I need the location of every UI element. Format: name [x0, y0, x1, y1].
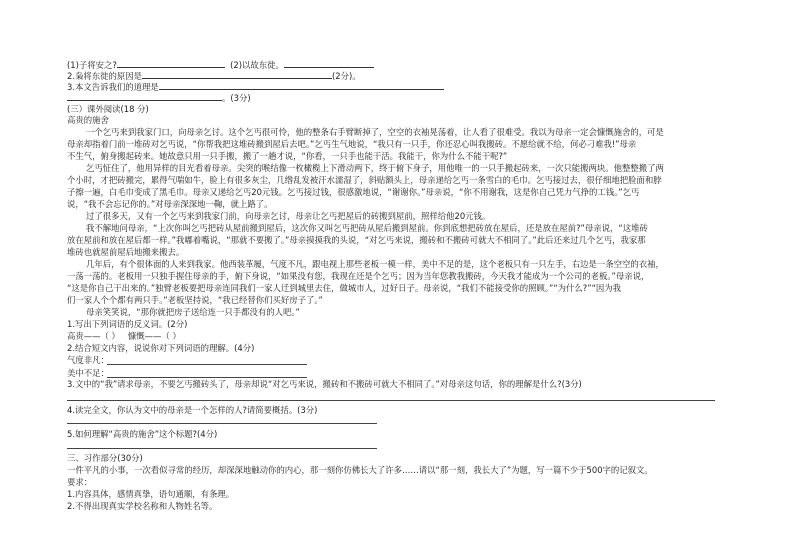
- passage-line: 堆砖也就屋前屋后地搬来搬去。: [67, 247, 185, 257]
- answer-line: [107, 364, 307, 365]
- answer-blank: [159, 80, 444, 90]
- writing-requirement: 1.内容具体，感情真挚，语句通顺，有条理。: [67, 489, 235, 499]
- reading-question-2-item-1: 气度非凡：: [67, 355, 109, 365]
- reading-question-2-item-2: 美中不足：: [67, 368, 109, 378]
- section-heading: (三）课外阅读(18 分): [67, 104, 149, 114]
- answer-blank: [284, 58, 374, 68]
- q1a-text: (1)子将安之?: [67, 60, 117, 70]
- passage-line: 子擦一遍，白毛巾变成了黑毛巾。母亲又递给乞丐20元钱。乞丐接过钱，很感激地说，“谢谢你。”母亲说，“你不用谢我，这是你自己凭力气挣的工钱。”乞丐: [67, 187, 640, 197]
- writing-requirement: 2.不得出现真实学校名称和人物姓名等。: [67, 501, 218, 511]
- q1b-text: (2)以故东徙。: [230, 60, 284, 70]
- answer-line: [67, 400, 715, 401]
- reading-question-2: 2.结合短文内容，说说你对下列词语的理解。(4分): [67, 343, 255, 353]
- q2-score: (2分)。: [332, 71, 361, 81]
- passage-line: “这是你自己干出来的。”独臂老板要把母亲连同我们一家人迁到城里去住，做城市人，过好日子。母亲说，“我们不能接受你的照顾。”“为什么?”“因为我: [67, 283, 622, 293]
- antonym-item: 高贵——（ ）: [67, 331, 120, 341]
- passage-line: 过了很多天，又有一个乞丐来到我家门前，向母亲乞讨，母亲让乞丐把屋后的砖搬到屋前，照样给他20元钱。: [86, 211, 491, 221]
- passage-line: 母亲却指着门前一堆砖对乞丐说，“你帮我把这堆砖搬到屋后去吧。”乞丐生气地说，“我只有一只手，你还忍心叫我搬砖。不愿给就不给，何必刁难我!”母亲: [67, 139, 637, 149]
- reading-question-3: 3.文中的“我”请求母亲，不要乞丐搬砖头了，母亲却说“对乞丐来说，搬砖和不搬砖可就大不相同了。”对母亲这句话，你的理解是什么?(3分): [67, 379, 582, 389]
- passage-line: 几年后，有个很体面的人来到我家。他西装革履，气度不凡，跟电视上那些老板一模一样，美中不足的是，这个老板只有一只左手，右边是一条空空的衣袖，: [86, 259, 664, 269]
- reading-question-5: 5.如何理解“高贵的施舍”这个标题?(4分): [67, 429, 218, 439]
- reading-question-4: 4.读完全文，你认为文中的母亲是一个怎样的人?请简要概括。(3分): [67, 405, 318, 415]
- passage-line: 一荡一荡的。老板用一只独手握住母亲的手，俯下身说，“如果没有您，我现在还是个乞丐；因为当年您教我搬砖，今天我才能成为一个公司的老板。”母亲说，: [67, 271, 650, 281]
- writing-heading: 三、习作部分(30分): [67, 453, 143, 463]
- writing-prompt: 一件平凡的小事，一次看似寻常的经历，却深深地触动你的内心，那一刻你仿佛长大了许多……请以“那一刻，我长大了”为题，写一篇不少于500字的记叙文。: [67, 465, 653, 475]
- q3-score: 。(3分): [222, 93, 251, 103]
- passage-title: 高贵的施舍: [67, 115, 109, 125]
- passage-line: 我不解地问母亲，“上次你叫乞丐把砖从屋前搬到屋后，这次你又叫乞丐把砖从屋后搬到屋前。你到底想把砖放在屋后，还是放在屋前?”母亲说，“这堆砖: [86, 223, 648, 233]
- answer-blank: [142, 69, 332, 79]
- passage-line: 放在屋前和放在屋后都一样。”我嘟着嘴说，“那就不要搬了。”母亲摸摸我的头说，“对乞丐来说，搬砖和不搬砖可就大不相同了。”此后还来过几个乞丐，我家那: [67, 235, 646, 245]
- reading-question-1: 1.写出下列词语的反义词。(2分): [67, 319, 188, 329]
- passage-line: 不生气，俯身搬起砖来。她故意只用一只手搬，搬了一趟才说，“你看，一只手也能干活。我能干，你为什么不能干呢?”: [67, 151, 508, 161]
- reading-question-1-items: [67, 330, 181, 342]
- answer-line: [67, 448, 377, 449]
- passage-line: 母亲笑笑说，“那你就把房子送给连一只手都没有的人吧。”: [86, 307, 300, 317]
- passage-line: 乞丐怔住了，他用异样的目光看着母亲。尖突的喉结像一枚橄榄上下滑动两下，终于俯下身子，用他唯一的一只手搬起砖来，一次只能搬两块。他整整搬了两: [86, 163, 664, 173]
- antonym-item: 慷慨——（ ）: [127, 331, 181, 341]
- answer-line: [67, 423, 377, 424]
- passage-line: 个小时，才把砖搬完，累得气喘如牛，脸上有很多灰尘，几绺乱发被汗水濡湿了，斜贴额头上，母亲递给乞丐一条雪白的毛巾。乞丐接过去，很仔细地把脸面和脖: [67, 175, 662, 185]
- passage-line: 一个乞丐来到我家门口，向母亲乞讨。这个乞丐很可怜，他的整条右手臂断掉了，空空的衣袖晃荡着，让人看了很难受。我以为母亲一定会慷慨施舍的，可是: [86, 127, 664, 137]
- answer-blank: [117, 58, 225, 68]
- answer-blank: [67, 91, 222, 101]
- q3-text: 3.本文告诉我们的道理是: [67, 82, 159, 92]
- passage-line: 说，“我不会忘记你的。”对母亲深深地一鞠，就上路了。: [67, 199, 273, 209]
- writing-requirements-label: 要求：: [67, 477, 93, 487]
- q2-text: 2.枭将东徙的原因是: [67, 71, 142, 81]
- passage-line: 们一家人个个都有两只手。”老板坚持说，“我已经替你们买好房子了。”: [67, 295, 323, 305]
